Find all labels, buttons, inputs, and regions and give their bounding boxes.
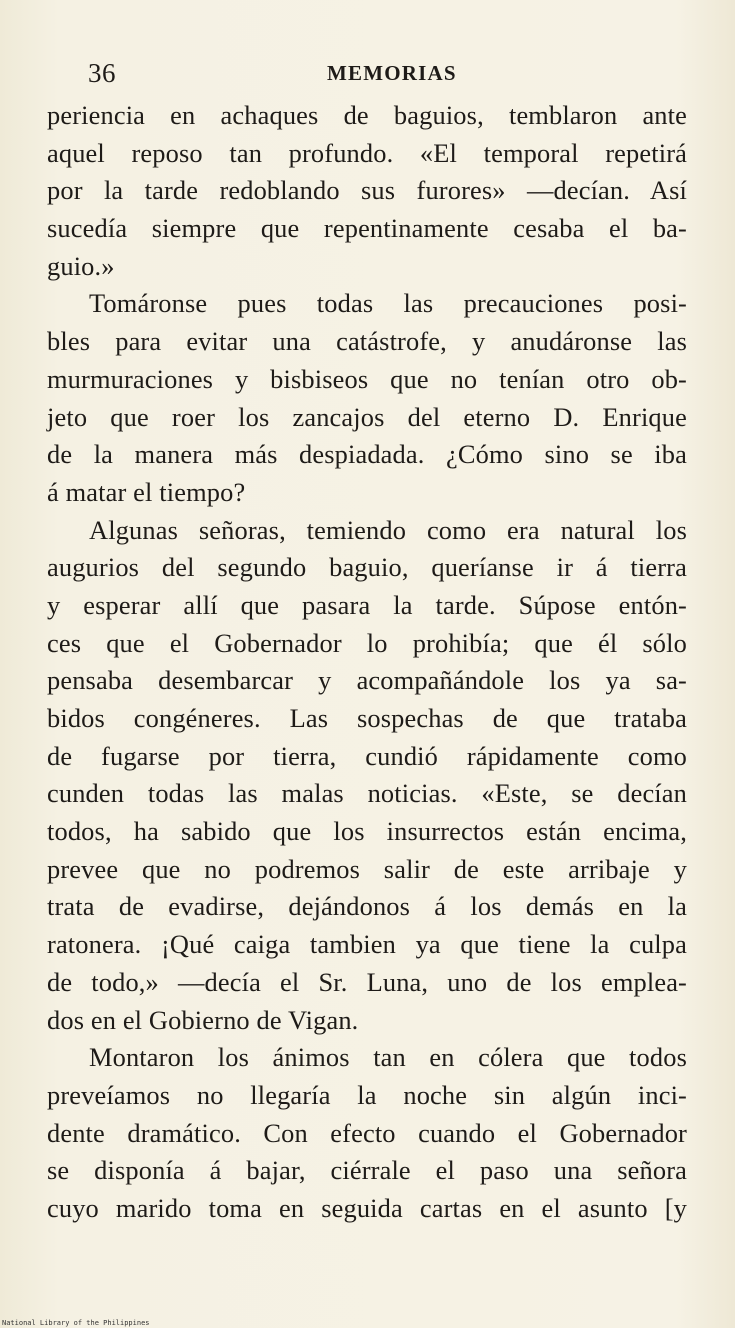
paragraph-start-line: Algunas señoras, temiendo como era natural los bbox=[89, 514, 687, 545]
text-line: dente dramático. Con efecto cuando el Gobernador bbox=[47, 1117, 687, 1148]
paragraph-start-line: Montaron los ánimos tan en cólera que todos bbox=[89, 1042, 687, 1073]
text-line: augurios del segundo baguio, queríanse ir á tierra bbox=[47, 552, 687, 583]
running-head: MEMORIAS bbox=[327, 61, 457, 85]
text-line: bles para evitar una catástrofe, y anudáronse las bbox=[47, 326, 687, 357]
text-line: todos, ha sabido que los insurrectos están encima, bbox=[47, 816, 687, 847]
text-line: por la tarde redoblando sus furores» —decían. Así bbox=[47, 175, 687, 206]
text-line: se disponía á bajar, ciérrale el paso una señora bbox=[47, 1155, 687, 1186]
page-number: 36 bbox=[88, 58, 116, 88]
text-line: de la manera más despiadada. ¿Cómo sino se iba bbox=[47, 439, 687, 470]
text-line: á matar el tiempo? bbox=[47, 476, 246, 507]
text-line: aquel reposo tan profundo. «El temporal repetirá bbox=[47, 137, 687, 168]
text-line: cunden todas las malas noticias. «Este, se decían bbox=[47, 778, 687, 809]
text-line: prevee que no podremos salir de este arribaje y bbox=[47, 853, 687, 884]
text-line: guio.» bbox=[47, 250, 115, 281]
text-line: bidos congéneres. Las sospechas de que trataba bbox=[47, 703, 687, 733]
text-line: trata de evadirse, dejándonos á los demás en la bbox=[47, 891, 687, 922]
text-line: jeto que roer los zancajos del eterno D. Enrique bbox=[47, 401, 687, 432]
text-line: sucedía siempre que repentinamente cesaba el ba- bbox=[47, 213, 687, 244]
paragraph-start-line: Tomáronse pues todas las precauciones posi- bbox=[89, 288, 687, 319]
text-line: y esperar allí que pasara la tarde. Súpose entón- bbox=[47, 589, 687, 620]
library-credit: National Library of the Philippines bbox=[2, 1319, 150, 1327]
text-line: de fugarse por tierra, cundió rápidamente como bbox=[47, 740, 687, 771]
page-header bbox=[0, 56, 735, 90]
text-line: preveíamos no llegaría la noche sin algún inci- bbox=[47, 1079, 687, 1110]
text-line: de todo,» —decía el Sr. Luna, uno de los emplea- bbox=[47, 966, 687, 997]
text-line: ces que el Gobernador lo prohibía; que él sólo bbox=[47, 627, 687, 658]
text-line: periencia en achaques de baguios, temblaron ante bbox=[47, 100, 687, 130]
body-text bbox=[47, 97, 687, 1228]
text-line: cuyo marido toma en seguida cartas en el asunto [y bbox=[47, 1192, 687, 1223]
text-line: ratonera. ¡Qué caiga tambien ya que tiene la culpa bbox=[47, 929, 687, 960]
text-line: murmuraciones y bisbiseos que no tenían otro ob- bbox=[47, 363, 687, 394]
text-line: dos en el Gobierno de Vigan. bbox=[47, 1004, 359, 1035]
text-line: pensaba desembarcar y acompañándole los ya sa- bbox=[47, 665, 687, 696]
